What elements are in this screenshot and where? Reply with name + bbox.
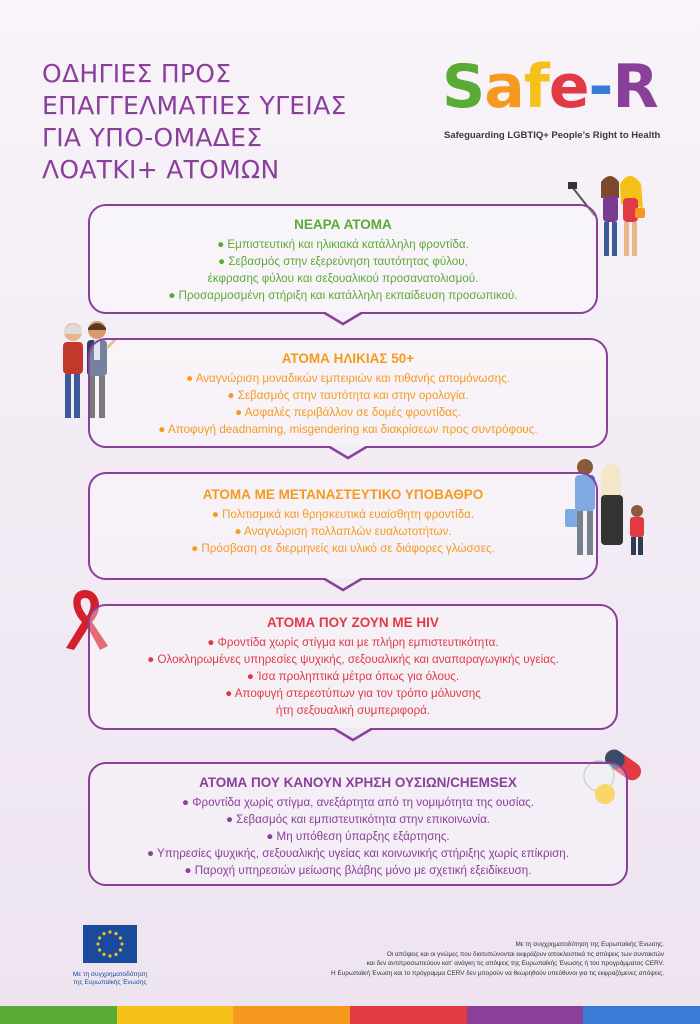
eu-label-line: Με τη συγχρηματοδότηση bbox=[72, 971, 148, 978]
section-substance-use-chemsex bbox=[88, 762, 628, 886]
list-item: ● Υπηρεσίες ψυχικής, σεξουαλικής υγείας και κοινωνικής στήριξης χωρίς επίκριση. bbox=[147, 847, 569, 860]
section-heading: ΑΤΟΜΑ ΠΟΥ ΖΟΥΝ ΜΕ HIV bbox=[267, 615, 439, 630]
color-segment bbox=[467, 1006, 584, 1024]
bottom-color-bar bbox=[0, 1006, 700, 1024]
chevron-down-icon bbox=[328, 446, 368, 460]
logo-letter: - bbox=[588, 52, 613, 122]
color-segment bbox=[117, 1006, 234, 1024]
logo-wordmark bbox=[442, 52, 658, 122]
list-item: ● Αναγνώριση μοναδικών εμπειριών και πιθανής απομόνωσης. bbox=[186, 372, 510, 385]
section-list bbox=[90, 236, 596, 304]
title-line: ΟΔΗΓΙΕΣ ΠΡΟΣ bbox=[42, 59, 232, 88]
disclaimer-line: Με τη συγχρηματοδότηση της Ευρωπαϊκής Ένωσης. bbox=[515, 941, 664, 948]
logo-letter: e bbox=[548, 52, 589, 122]
section-heading: ΑΤΟΜΑ ΜΕ ΜΕΤΑΝΑΣΤΕΥΤΙΚΟ ΥΠΟΒΑΘΡΟ bbox=[202, 487, 484, 502]
section-age-50-plus bbox=[88, 338, 608, 448]
list-item: ● Ίσα προληπτικά μέτρα όπως για όλους. bbox=[246, 670, 460, 683]
list-item: ● Σεβασμός στην εξερεύνηση ταυτότητας φύλου, bbox=[218, 255, 468, 268]
section-heading: ΝΕΑΡΑ ΑΤΟΜΑ bbox=[294, 217, 392, 232]
logo-letter: R bbox=[612, 52, 658, 122]
list-item: έκφρασης φύλου και σεξουαλικού προσανατολισμού. bbox=[207, 272, 479, 285]
list-item: ● Πολιτισμικά και θρησκευτικά ευαίσθητη φροντίδα. bbox=[211, 508, 475, 521]
section-list bbox=[90, 634, 616, 719]
list-item: ● Πρόσβαση σε διερμηνείς και υλικό σε διάφορες γλώσσες. bbox=[191, 542, 495, 555]
color-segment bbox=[233, 1006, 350, 1024]
eu-star-icon bbox=[119, 936, 122, 939]
eu-star-icon bbox=[120, 942, 123, 945]
list-item: ● Αναγνώριση πολλαπλών ευαλωτοτήτων. bbox=[234, 525, 452, 538]
list-item: ● Ασφαλές περιβάλλον σε δομές φροντίδας. bbox=[235, 406, 461, 419]
eu-star-icon bbox=[96, 942, 99, 945]
eu-star-icon bbox=[98, 948, 101, 951]
list-item: ● Φροντίδα χωρίς στίγμα, ανεξάρτητα από τη νομιμότητα της ουσίας. bbox=[182, 796, 534, 809]
section-living-with-hiv bbox=[88, 604, 618, 730]
eu-star-icon bbox=[114, 932, 117, 935]
color-segment bbox=[0, 1006, 117, 1024]
list-item: ήτη σεξουαλική συμπεριφορά. bbox=[275, 704, 431, 717]
section-young-people bbox=[88, 204, 598, 314]
disclaimer-line: Η Ευρωπαϊκή Ένωση και το πρόγραμμα CERV δεν μπορούν να θεωρηθούν υπεύθυνοι για τις εκφραζόμενες απόψεις. bbox=[331, 969, 664, 977]
list-item: ● Παροχή υπηρεσιών μείωσης βλάβης μόνο με σχετική εξειδίκευση. bbox=[184, 864, 532, 877]
eu-funding-label bbox=[60, 971, 160, 987]
eu-star-icon bbox=[114, 953, 117, 956]
eu-flag-icon bbox=[83, 925, 137, 963]
list-item: ● Φροντίδα χωρίς στίγμα και με πλήρη εμπιστευτικότητα. bbox=[207, 636, 499, 649]
eu-star-icon bbox=[98, 936, 101, 939]
logo-letter: f bbox=[523, 52, 549, 122]
section-list bbox=[90, 794, 626, 879]
disclaimer-text bbox=[234, 940, 664, 978]
color-segment bbox=[350, 1006, 467, 1024]
chevron-down-icon bbox=[323, 312, 363, 326]
safe-r-logo bbox=[442, 52, 672, 152]
title-line: ΓΙΑ ΥΠΟ-ΟΜΑΔΕΣ bbox=[42, 123, 263, 152]
disclaimer-line: Οι απόψεις και οι γνώμες που διατυπώνονται εκφράζουν αποκλειστικά τις απόψεις των συντακτών bbox=[386, 950, 664, 958]
logo-tagline: Safeguarding LGBTIQ+ People’s Right to Health bbox=[444, 130, 661, 141]
list-item: ● Ολοκληρωμένες υπηρεσίες ψυχικής, σεξουαλικής και αναπαραγωγικής υγείας. bbox=[147, 653, 559, 666]
list-item: ● Αποφυγή deadnaming, misgendering και διακρίσεων προς συντρόφους. bbox=[158, 423, 538, 436]
color-segment bbox=[583, 1006, 700, 1024]
eu-star-icon bbox=[119, 948, 122, 951]
eu-star-icon bbox=[102, 953, 105, 956]
section-list bbox=[90, 506, 596, 557]
section-heading: ΑΤΟΜΑ ΠΟΥ ΚΑΝΟΥΝ ΧΡΗΣΗ ΟΥΣΙΩΝ/CHEMSEX bbox=[199, 775, 517, 790]
list-item: ● Μη υπόθεση ύπαρξης εξάρτησης. bbox=[266, 830, 450, 843]
eu-star-icon bbox=[108, 954, 111, 957]
list-item: ● Προσαρμοσμένη στήριξη και κατάλληλη εκπαίδευση προσωπικού. bbox=[168, 289, 518, 302]
logo-letter: S bbox=[442, 52, 485, 122]
disclaimer-line: και δεν αντιπροσωπεύουν κατ’ ανάγκη τις απόψεις της Ευρωπαϊκής Ένωσης ή του προγράμματος CERV. bbox=[366, 960, 664, 967]
title-line: ΕΠΑΓΓΕΛΜΑΤΙΕΣ ΥΓΕΙΑΣ bbox=[42, 91, 347, 120]
list-item: ● Σεβασμός και εμπιστευτικότητα στην επικοινωνία. bbox=[225, 813, 491, 826]
list-item: ● Σεβασμός στην ταυτότητα και στην ορολογία. bbox=[227, 389, 469, 402]
page-title bbox=[42, 58, 372, 186]
chevron-down-icon bbox=[333, 728, 373, 742]
section-heading: ΑΤΟΜΑ ΗΛΙΚΙΑΣ 50+ bbox=[281, 351, 415, 366]
section-migrant-background bbox=[88, 472, 598, 580]
eu-funding-logo bbox=[60, 925, 160, 987]
chevron-down-icon bbox=[323, 578, 363, 592]
section-list bbox=[90, 370, 606, 438]
eu-star-icon bbox=[108, 930, 111, 933]
list-item: ● Εμπιστευτική και ηλικιακά κατάλληλη φροντίδα. bbox=[217, 238, 469, 251]
eu-star-icon bbox=[102, 932, 105, 935]
logo-letter: a bbox=[484, 52, 524, 122]
title-line: ΛΟΑΤΚΙ+ ΑΤΟΜΩΝ bbox=[42, 155, 280, 184]
eu-label-line: της Ευρωπαϊκής Ένωσης bbox=[73, 979, 147, 986]
list-item: ● Αποφυγή στερεοτύπων για τον τρόπο μόλυνσης bbox=[225, 687, 481, 700]
